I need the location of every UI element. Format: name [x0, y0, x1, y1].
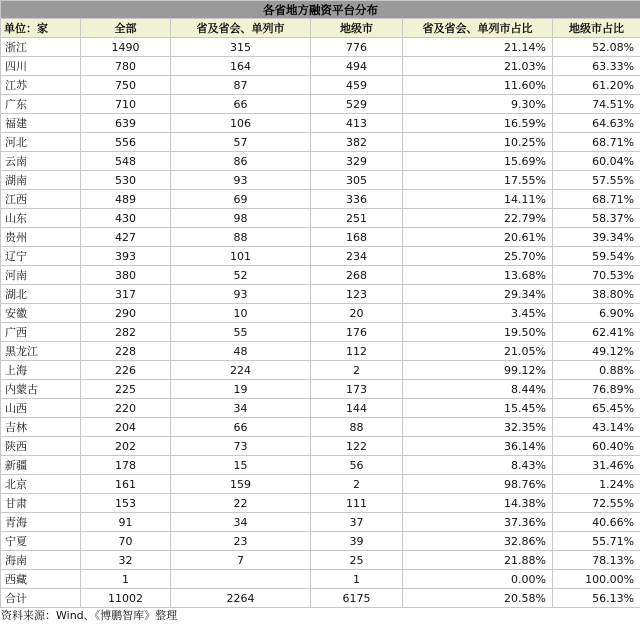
prefecture-share-cell: 60.04%: [553, 152, 640, 171]
provincial-cell: 315: [171, 38, 311, 57]
prefecture-share-cell: 0.88%: [553, 361, 640, 380]
provincial-cell: 159: [171, 475, 311, 494]
total-cell: 710: [81, 95, 171, 114]
prefecture-share-cell: 68.71%: [553, 190, 640, 209]
table-row: [1, 437, 640, 456]
province-cell: 山东: [1, 209, 81, 228]
provincial-share-cell: 11.60%: [403, 76, 553, 95]
provincial-share-cell: 36.14%: [403, 437, 553, 456]
prefecture-share-cell: 63.33%: [553, 57, 640, 76]
prefecture-share-cell: 57.55%: [553, 171, 640, 190]
provincial-cell: 10: [171, 304, 311, 323]
province-cell: 吉林: [1, 418, 81, 437]
prefecture-cell: 268: [311, 266, 403, 285]
total-cell: 70: [81, 532, 171, 551]
prefecture-cell: 2: [311, 361, 403, 380]
provincial-share-cell: 32.35%: [403, 418, 553, 437]
prefecture-share-cell: 52.08%: [553, 38, 640, 57]
total-cell: 393: [81, 247, 171, 266]
table-row: [1, 494, 640, 513]
table-row: [1, 399, 640, 418]
prefecture-cell: 459: [311, 76, 403, 95]
prefecture-share-cell: 76.89%: [553, 380, 640, 399]
prefecture-cell: 251: [311, 209, 403, 228]
provincial-share-cell: 0.00%: [403, 570, 553, 589]
provincial-cell: 164: [171, 57, 311, 76]
total-row: [1, 589, 640, 608]
prefecture-share-cell: 59.54%: [553, 247, 640, 266]
table-row: [1, 342, 640, 361]
prefecture-share-cell: 78.13%: [553, 551, 640, 570]
provincial-share-cell: 25.70%: [403, 247, 553, 266]
province-cell: 北京: [1, 475, 81, 494]
prefecture-cell: 20: [311, 304, 403, 323]
prefecture-cell: 382: [311, 133, 403, 152]
province-cell: 浙江: [1, 38, 81, 57]
prefecture-share-cell: 38.80%: [553, 285, 640, 304]
province-cell: 江西: [1, 190, 81, 209]
prefecture-cell: 329: [311, 152, 403, 171]
prefecture-share-cell: 61.20%: [553, 76, 640, 95]
provincial-cell: 66: [171, 95, 311, 114]
provincial-cell: 52: [171, 266, 311, 285]
provincial-cell: 34: [171, 513, 311, 532]
table-row: [1, 456, 640, 475]
provincial-share-cell: 14.11%: [403, 190, 553, 209]
prefecture-share-cell: 58.37%: [553, 209, 640, 228]
province-cell: 云南: [1, 152, 81, 171]
prefecture-cell: 305: [311, 171, 403, 190]
provincial-cell: 15: [171, 456, 311, 475]
provincial-cell: 48: [171, 342, 311, 361]
prefecture-share-cell: 39.34%: [553, 228, 640, 247]
prefecture-share-cell: 6.90%: [553, 304, 640, 323]
province-cell: 陕西: [1, 437, 81, 456]
header-unit: 单位：家: [1, 19, 81, 38]
table-row: [1, 38, 640, 57]
total-cell: 1490: [81, 38, 171, 57]
table-row: [1, 323, 640, 342]
prefecture-share-cell: 40.66%: [553, 513, 640, 532]
province-cell: 上海: [1, 361, 81, 380]
table-row: [1, 570, 640, 589]
total-cell: 202: [81, 437, 171, 456]
total-cell: 11002: [81, 589, 171, 608]
province-cell: 甘肃: [1, 494, 81, 513]
provincial-cell: 7: [171, 551, 311, 570]
table-row: [1, 513, 640, 532]
province-cell: 辽宁: [1, 247, 81, 266]
prefecture-cell: 88: [311, 418, 403, 437]
prefecture-cell: 413: [311, 114, 403, 133]
provincial-cell: 19: [171, 380, 311, 399]
provincial-cell: 66: [171, 418, 311, 437]
province-cell: 广东: [1, 95, 81, 114]
province-cell: 福建: [1, 114, 81, 133]
provincial-share-cell: 16.59%: [403, 114, 553, 133]
province-cell: 广西: [1, 323, 81, 342]
header-prefecture: 地级市: [311, 19, 403, 38]
provincial-cell: 2264: [171, 589, 311, 608]
prefecture-cell: 234: [311, 247, 403, 266]
provincial-cell: [171, 570, 311, 589]
provincial-share-cell: 21.05%: [403, 342, 553, 361]
prefecture-cell: 494: [311, 57, 403, 76]
prefecture-share-cell: 60.40%: [553, 437, 640, 456]
province-cell: 合计: [1, 589, 81, 608]
header-total: 全部: [81, 19, 171, 38]
provincial-share-cell: 19.50%: [403, 323, 553, 342]
province-cell: 贵州: [1, 228, 81, 247]
provincial-cell: 55: [171, 323, 311, 342]
prefecture-cell: 776: [311, 38, 403, 57]
province-cell: 海南: [1, 551, 81, 570]
province-cell: 山西: [1, 399, 81, 418]
provincial-cell: 73: [171, 437, 311, 456]
total-cell: 430: [81, 209, 171, 228]
provincial-cell: 101: [171, 247, 311, 266]
provincial-share-cell: 9.30%: [403, 95, 553, 114]
provincial-share-cell: 32.86%: [403, 532, 553, 551]
provincial-share-cell: 37.36%: [403, 513, 553, 532]
prefecture-share-cell: 72.55%: [553, 494, 640, 513]
total-cell: 220: [81, 399, 171, 418]
prefecture-share-cell: 70.53%: [553, 266, 640, 285]
total-cell: 282: [81, 323, 171, 342]
province-cell: 内蒙古: [1, 380, 81, 399]
provincial-share-cell: 98.76%: [403, 475, 553, 494]
table-row: [1, 95, 640, 114]
total-cell: 153: [81, 494, 171, 513]
prefecture-cell: 168: [311, 228, 403, 247]
provincial-share-cell: 29.34%: [403, 285, 553, 304]
prefecture-cell: 122: [311, 437, 403, 456]
prefecture-cell: 56: [311, 456, 403, 475]
provincial-cell: 86: [171, 152, 311, 171]
provincial-share-cell: 15.69%: [403, 152, 553, 171]
table-row: [1, 361, 640, 380]
provincial-share-cell: 15.45%: [403, 399, 553, 418]
prefecture-share-cell: 74.51%: [553, 95, 640, 114]
provincial-share-cell: 8.43%: [403, 456, 553, 475]
prefecture-share-cell: 62.41%: [553, 323, 640, 342]
provincial-cell: 93: [171, 285, 311, 304]
prefecture-share-cell: 56.13%: [553, 589, 640, 608]
province-cell: 江苏: [1, 76, 81, 95]
total-cell: 228: [81, 342, 171, 361]
table-row: [1, 304, 640, 323]
prefecture-share-cell: 49.12%: [553, 342, 640, 361]
province-cell: 湖北: [1, 285, 81, 304]
prefecture-cell: 25: [311, 551, 403, 570]
prefecture-share-cell: 64.63%: [553, 114, 640, 133]
prefecture-share-cell: 68.71%: [553, 133, 640, 152]
total-cell: 556: [81, 133, 171, 152]
total-cell: 489: [81, 190, 171, 209]
provincial-share-cell: 21.14%: [403, 38, 553, 57]
total-cell: 32: [81, 551, 171, 570]
provincial-cell: 23: [171, 532, 311, 551]
table-row: [1, 57, 640, 76]
provincial-share-cell: 17.55%: [403, 171, 553, 190]
total-cell: 427: [81, 228, 171, 247]
table-title-row: [1, 1, 640, 19]
total-cell: 178: [81, 456, 171, 475]
provincial-cell: 93: [171, 171, 311, 190]
total-cell: 91: [81, 513, 171, 532]
total-cell: 225: [81, 380, 171, 399]
total-cell: 639: [81, 114, 171, 133]
province-cell: 湖南: [1, 171, 81, 190]
prefecture-share-cell: 31.46%: [553, 456, 640, 475]
total-cell: 290: [81, 304, 171, 323]
prefecture-cell: 112: [311, 342, 403, 361]
provincial-share-cell: 20.61%: [403, 228, 553, 247]
prefecture-share-cell: 65.45%: [553, 399, 640, 418]
table-body: [1, 38, 640, 608]
province-cell: 河北: [1, 133, 81, 152]
table-row: [1, 266, 640, 285]
header-provincial: 省及省会、单列市: [171, 19, 311, 38]
provincial-cell: 34: [171, 399, 311, 418]
provincial-cell: 106: [171, 114, 311, 133]
table-row: [1, 209, 640, 228]
prefecture-cell: 176: [311, 323, 403, 342]
total-cell: 780: [81, 57, 171, 76]
table-row: [1, 152, 640, 171]
prefecture-cell: 1: [311, 570, 403, 589]
province-cell: 黑龙江: [1, 342, 81, 361]
provincial-share-cell: 21.03%: [403, 57, 553, 76]
header-prefecture-share: 地级市占比: [553, 19, 640, 38]
province-cell: 河南: [1, 266, 81, 285]
provincial-share-cell: 21.88%: [403, 551, 553, 570]
table-row: [1, 76, 640, 95]
prefecture-cell: 37: [311, 513, 403, 532]
total-cell: 530: [81, 171, 171, 190]
provincial-share-cell: 10.25%: [403, 133, 553, 152]
province-cell: 宁夏: [1, 532, 81, 551]
provincial-share-cell: 13.68%: [403, 266, 553, 285]
provincial-cell: 224: [171, 361, 311, 380]
total-cell: 317: [81, 285, 171, 304]
province-cell: 青海: [1, 513, 81, 532]
table-row: [1, 551, 640, 570]
provincial-share-cell: 14.38%: [403, 494, 553, 513]
provincial-cell: 57: [171, 133, 311, 152]
table-row: [1, 285, 640, 304]
total-cell: 204: [81, 418, 171, 437]
prefecture-cell: 336: [311, 190, 403, 209]
provincial-share-cell: 20.58%: [403, 589, 553, 608]
table-row: [1, 380, 640, 399]
provincial-cell: 88: [171, 228, 311, 247]
table-row: [1, 190, 640, 209]
provincial-cell: 87: [171, 76, 311, 95]
provincial-cell: 98: [171, 209, 311, 228]
prefecture-cell: 529: [311, 95, 403, 114]
total-cell: 380: [81, 266, 171, 285]
table-title: 各省地方融资平台分布: [1, 1, 640, 19]
table-row: [1, 247, 640, 266]
prefecture-cell: 123: [311, 285, 403, 304]
table-row: [1, 418, 640, 437]
header-row: [1, 19, 640, 38]
prefecture-cell: 2: [311, 475, 403, 494]
prefecture-cell: 144: [311, 399, 403, 418]
provincial-cell: 69: [171, 190, 311, 209]
prefecture-cell: 111: [311, 494, 403, 513]
table-row: [1, 171, 640, 190]
province-cell: 新疆: [1, 456, 81, 475]
total-cell: 548: [81, 152, 171, 171]
province-cell: 安徽: [1, 304, 81, 323]
table-row: [1, 114, 640, 133]
prefecture-share-cell: 43.14%: [553, 418, 640, 437]
prefecture-share-cell: 1.24%: [553, 475, 640, 494]
total-cell: 161: [81, 475, 171, 494]
provincial-share-cell: 99.12%: [403, 361, 553, 380]
prefecture-share-cell: 55.71%: [553, 532, 640, 551]
prefecture-cell: 173: [311, 380, 403, 399]
table-row: [1, 475, 640, 494]
provincial-cell: 22: [171, 494, 311, 513]
header-provincial-share: 省及省会、单列市占比: [403, 19, 553, 38]
table-row: [1, 532, 640, 551]
total-cell: 1: [81, 570, 171, 589]
provincial-share-cell: 22.79%: [403, 209, 553, 228]
province-cell: 四川: [1, 57, 81, 76]
source-note: 资料来源：Wind、《博鹏智库》整理: [0, 608, 640, 624]
province-cell: 西藏: [1, 570, 81, 589]
prefecture-share-cell: 100.00%: [553, 570, 640, 589]
table-row: [1, 228, 640, 247]
prefecture-cell: 6175: [311, 589, 403, 608]
provincial-share-cell: 3.45%: [403, 304, 553, 323]
table-row: [1, 133, 640, 152]
prefecture-cell: 39: [311, 532, 403, 551]
total-cell: 750: [81, 76, 171, 95]
total-cell: 226: [81, 361, 171, 380]
provincial-share-cell: 8.44%: [403, 380, 553, 399]
